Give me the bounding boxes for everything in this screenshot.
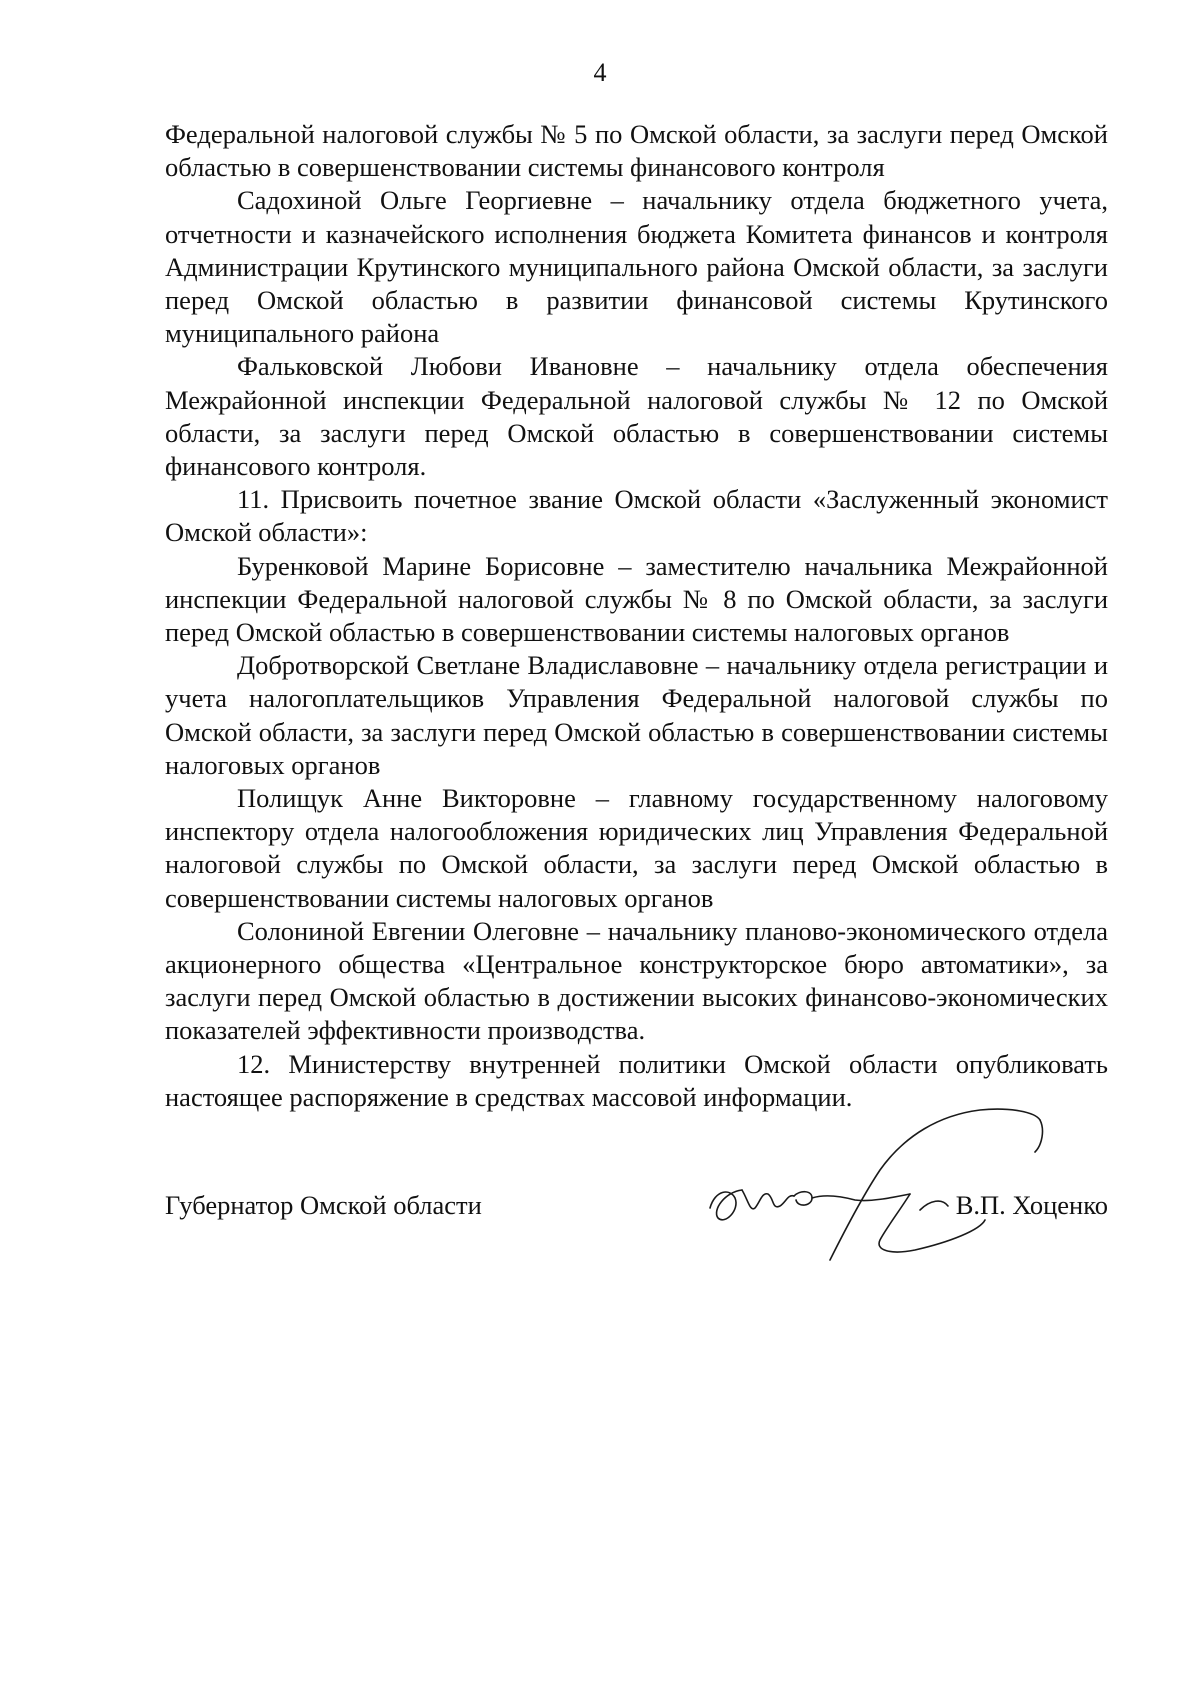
paragraph-solonina: Солониной Евгении Олеговне – начальнику планово-экономического отдела акционерного общества «Центральное конструкторское бюро автоматики», за заслуги перед Омской областью в достижении высоких финансово-экономических показателей эффективности производства. (165, 915, 1108, 1046)
document-body (165, 118, 1108, 1114)
paragraph-item-12: 12. Министерству внутренней политики Омской области опубликовать настоящее распоряжение в средствах массовой информации. (165, 1048, 1108, 1112)
paragraph-falkovskaya: Фальковской Любови Ивановне – начальнику отдела обеспечения Межрайонной инспекции Федеральной налоговой службы № 12 по Омской области, за заслуги перед Омской областью в совершенствовании системы финансового контроля. (165, 351, 1108, 482)
handwritten-signature (690, 1090, 1090, 1270)
paragraph-item-11: 11. Присвоить почетное звание Омской области «Заслуженный экономист Омской области»: (165, 484, 1108, 548)
paragraph-burenkova: Буренковой Марине Борисовне – заместителю начальника Межрайонной инспекции Федеральной налоговой службы № 8 по Омской области, за заслуги перед Омской областью в совершенствовании системы налоговых органов (165, 550, 1108, 648)
paragraph-polishchuk: Полищук Анне Викторовне – главному государственному налоговому инспектору отдела налогообложения юридических лиц Управления Федеральной налоговой службы по Омской области, за заслуги перед Омской областью в совершенствовании системы налоговых органов (165, 783, 1108, 913)
page-number: 4 (593, 58, 607, 87)
signer-name: В.П. Хоценко (955, 1190, 1108, 1220)
paragraph-sadokhina: Садохиной Ольге Георгиевне – начальнику отдела бюджетного учета, отчетности и казначейского исполнения бюджета Комитета финансов и контроля Администрации Крутинского муниципального района Омской области, за заслуги перед Омской областью в развитии финансовой системы Крутинского муниципального района (165, 185, 1108, 349)
paragraph-dobrotvorskaya: Добротворской Светлане Владиславовне – начальнику отдела регистрации и учета налогоплательщиков Управления Федеральной налоговой службы по Омской области, за заслуги перед Омской областью в совершенствовании системы налоговых органов (165, 650, 1108, 780)
signer-title: Губернатор Омской области (165, 1190, 482, 1220)
paragraph-continuation: Федеральной налоговой службы № 5 по Омской области, за заслуги перед Омской областью в совершенствовании системы финансового контроля (165, 119, 1108, 183)
